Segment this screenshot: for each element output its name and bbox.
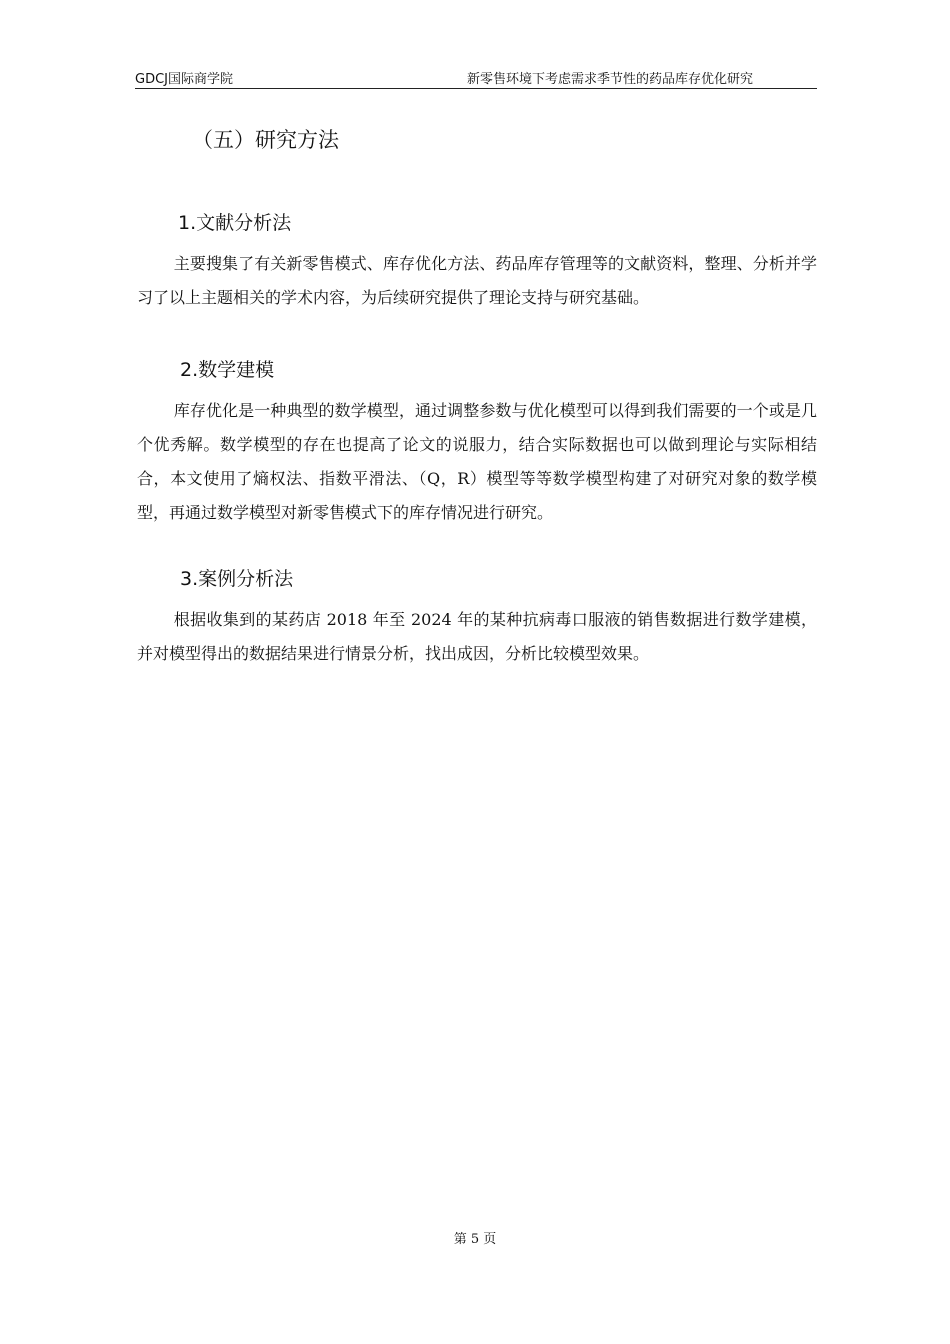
- header-institution: GDCJ国际商学院: [135, 72, 233, 87]
- section-title: （五）研究方法: [192, 128, 339, 152]
- paragraph-case-study: 根据收集到的某药店 2018 年至 2024 年的某种抗病毒口服液的销售数据进行数学建模，并对模型得出的数据结果进行情景分析，找出成因，分析比较模型效果。: [137, 610, 817, 663]
- paragraph-literature: 主要搜集了有关新零售模式、库存优化方法、药品库存管理等的文献资料，整理、分析并学习了以上主题相关的学术内容，为后续研究提供了理论支持与研究基础。: [137, 254, 817, 307]
- page-number: 第 5 页: [453, 1232, 497, 1247]
- subsection-title-modeling: 2.数学建模: [180, 359, 275, 381]
- header-thesis-title: 新零售环境下考虑需求季节性的药品库存优化研究: [466, 72, 753, 87]
- paragraph-modeling: 库存优化是一种典型的数学模型，通过调整参数与优化模型可以得到我们需要的一个或是几个优秀解。数学模型的存在也提高了论文的说服力，结合实际数据也可以做到理论与实际相结合，本文使用了熵权法、指数平滑法、（Q，R）模型等等数学模型构建了对研究对象的数学模型，再通过数学模型对新零售模式下的库存情况进行研究。: [137, 401, 817, 522]
- subsection-title-case-study: 3.案例分析法: [180, 568, 294, 590]
- page-header: [135, 66, 817, 89]
- subsection-title-literature: 1.文献分析法: [178, 212, 292, 234]
